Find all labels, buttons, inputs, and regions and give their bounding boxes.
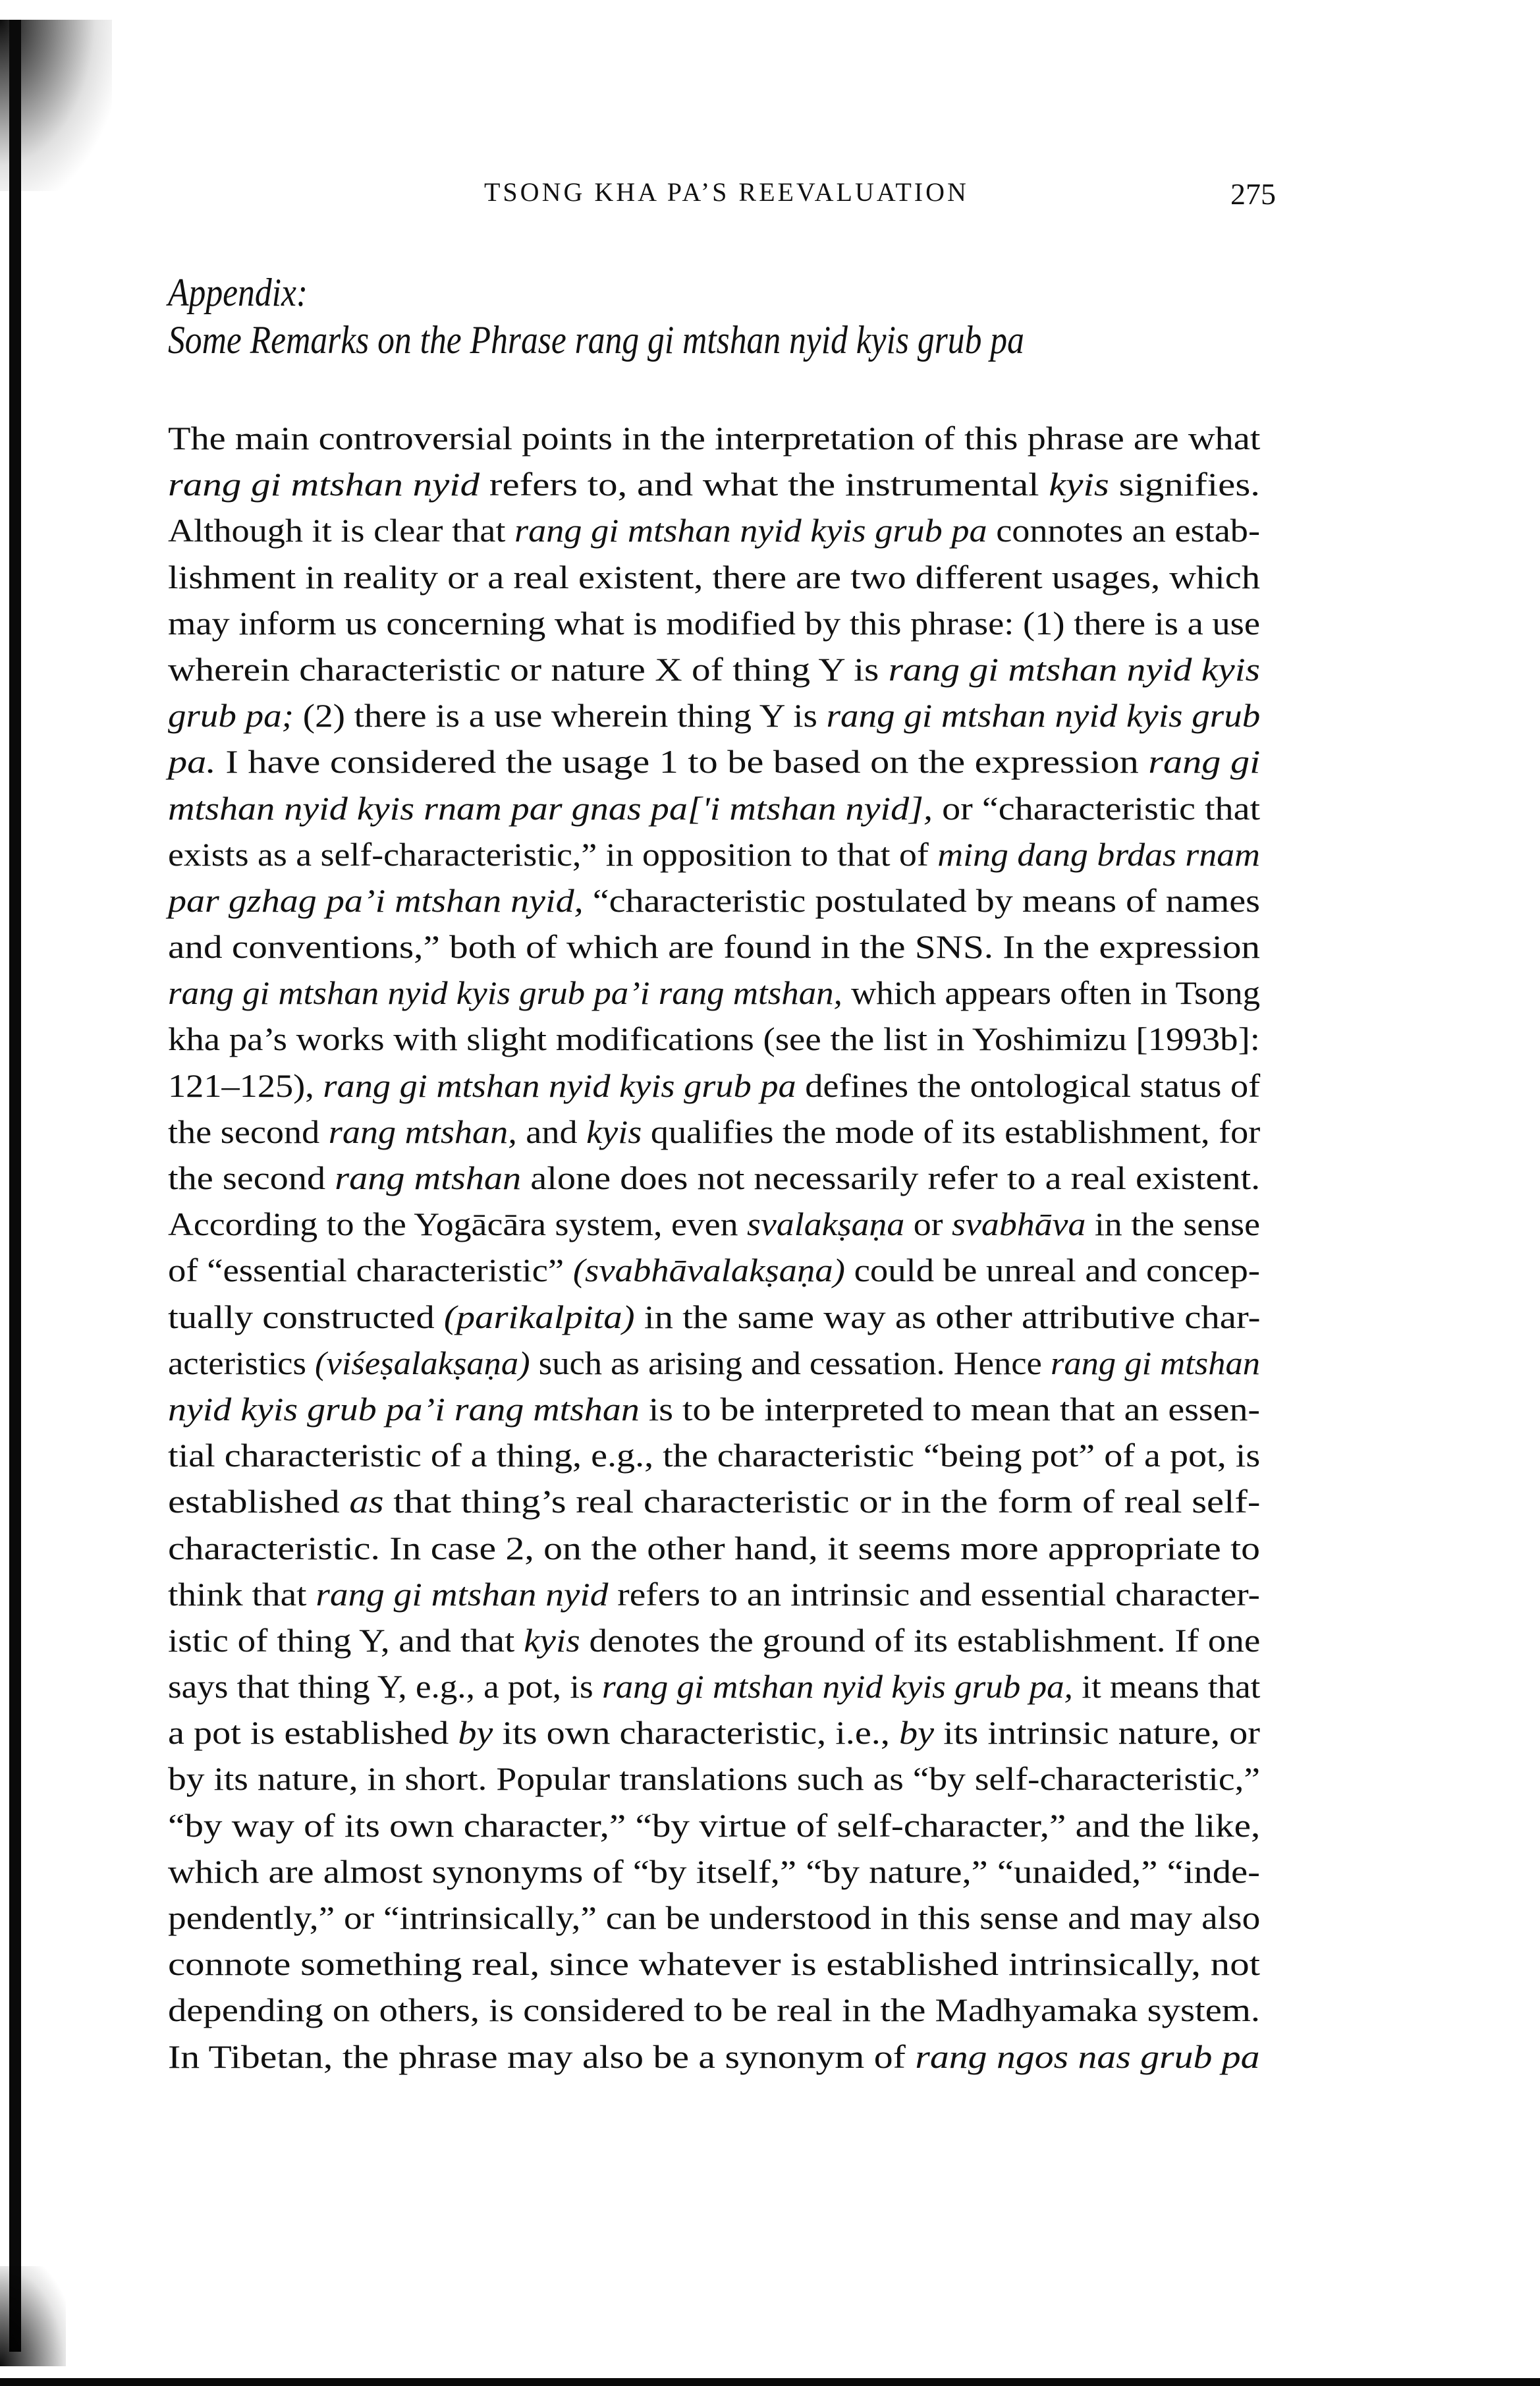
text-line — [168, 600, 1260, 646]
italic-term: rang gi mtshan nyid kyis grub pa — [323, 1067, 796, 1104]
text-line — [168, 1063, 1260, 1109]
text-run: by its nature, in short. Popular translations such as “by self-characteristic,” — [168, 1760, 1260, 1798]
italic-term: rang gi mtshan — [1050, 1344, 1260, 1381]
text-run: its own characteristic, i.e., — [493, 1714, 899, 1752]
italic-term: (svabhāvalakṣaṇa) — [572, 1252, 845, 1289]
text-line — [168, 1848, 1260, 1895]
italic-term: rang gi mtshan nyid kyis grub pa’i rang mtshan, — [168, 974, 842, 1012]
italic-term: (parikalpita) — [443, 1298, 635, 1335]
text-line — [168, 1155, 1260, 1201]
italic-term: rang mtshan, — [328, 1113, 517, 1150]
italic-term: rang gi mtshan nyid kyis grub pa — [514, 512, 987, 549]
italic-term: grub pa; — [168, 697, 294, 735]
text-run: lishment in reality or a real existent, there are two different usages, which — [168, 558, 1260, 596]
text-run: connote something real, since whatever is established intrinsically, not — [168, 1945, 1261, 1983]
text-run: may inform us concerning what is modified by this phrase: (1) there is a use — [168, 604, 1260, 642]
text-run: I have considered the usage 1 to be based on the expression — [215, 743, 1149, 781]
text-line — [168, 415, 1260, 461]
italic-term: rang ngos nas grub pa — [915, 2038, 1260, 2075]
text-line — [168, 877, 1260, 924]
text-line — [168, 692, 1260, 738]
scan-shadow-bottom-left — [0, 2266, 66, 2366]
text-line — [168, 1709, 1260, 1756]
text-run: Although it is clear that — [168, 512, 515, 549]
text-line — [168, 1941, 1260, 1987]
body-paragraph — [168, 415, 1260, 2080]
text-line — [168, 1895, 1260, 1941]
italic-term: svalakṣaṇa — [747, 1206, 905, 1243]
italic-term: ming dang brdas rnam — [937, 835, 1260, 873]
running-title: TSONG KHA PA’S REEVALUATION — [484, 177, 969, 207]
italic-term: par gzhag pa’i mtshan nyid, — [168, 881, 584, 919]
text-run: think that — [168, 1575, 316, 1613]
appendix-heading — [168, 269, 1131, 364]
text-run: “characteristic postulated by means of names — [583, 881, 1260, 919]
text-line — [168, 507, 1260, 553]
text-run: denotes the ground of its establishment. If one — [580, 1621, 1261, 1659]
text-line — [168, 1802, 1260, 1848]
italic-term: rang gi — [1148, 743, 1261, 781]
text-line — [168, 1016, 1260, 1062]
text-run: a pot is established — [168, 1714, 458, 1752]
page-number: 275 — [1230, 177, 1276, 211]
scan-binding-edge — [9, 20, 21, 2352]
text-line — [168, 970, 1260, 1016]
text-run: could be unreal and concep- — [844, 1252, 1260, 1289]
text-run: tually constructed — [168, 1298, 444, 1335]
text-run: of “essential characteristic” — [168, 1252, 573, 1289]
text-run: says that thing Y, e.g., a pot, is — [168, 1668, 602, 1706]
text-run: istic of thing Y, and that — [168, 1621, 524, 1659]
italic-term: rang mtshan — [335, 1159, 522, 1196]
text-run: (2) there is a use wherein thing Y is — [294, 697, 827, 735]
text-line — [168, 785, 1260, 831]
text-run: and conventions,” both of which are found in the SNS. In the expression — [168, 928, 1260, 966]
italic-term: by — [458, 1714, 493, 1752]
text-run: exists as a self-characteristic,” in opposition to that of — [168, 835, 938, 873]
text-run: According to the Yogācāra system, even — [168, 1206, 748, 1243]
text-run: in the sense — [1086, 1206, 1260, 1243]
text-run: tial characteristic of a thing, e.g., the characteristic “being pot” of a pot, is — [168, 1437, 1261, 1474]
text-line — [168, 1478, 1260, 1524]
italic-term: pa. — [168, 743, 216, 781]
text-line — [168, 738, 1260, 785]
text-run: In Tibetan, the phrase may also be a synonym of — [168, 2038, 916, 2075]
scan-bottom-edge — [0, 2378, 1540, 2386]
italic-term: rang gi mtshan nyid — [316, 1575, 609, 1613]
italic-term: mtshan nyid kyis rnam par gnas pa['i mtshan nyid], — [168, 789, 933, 827]
text-run: 121–125), — [168, 1067, 323, 1104]
italic-term: svabhāva — [952, 1206, 1086, 1243]
italic-term: rang gi mtshan nyid — [168, 466, 480, 503]
text-run: and — [516, 1113, 587, 1150]
text-line — [168, 1340, 1260, 1386]
italic-term: by — [898, 1714, 935, 1752]
text-line — [168, 1525, 1260, 1571]
text-line — [168, 1571, 1260, 1617]
text-run: which appears often in Tsong — [842, 974, 1261, 1012]
text-run: qualifies the mode of its establishment, for — [642, 1113, 1261, 1150]
text-run: “by way of its own character,” “by virtue of self-character,” and the like, — [168, 1806, 1261, 1844]
text-line — [168, 461, 1260, 507]
text-run: wherein characteristic or nature X of thing Y is — [168, 650, 889, 688]
text-run: acteristics — [168, 1344, 316, 1381]
text-run: depending on others, is considered to be real in the Madhyamaka system. — [168, 1991, 1260, 2029]
text-run: pendently,” or “intrinsically,” can be understood in this sense and may also — [168, 1899, 1261, 1936]
heading-line-title: Some Remarks on the Phrase rang gi mtshan nyid kyis grub pa — [168, 318, 1024, 362]
text-run: or “characteristic that — [933, 789, 1261, 827]
italic-term: (viśeṣalakṣaṇa) — [315, 1344, 530, 1381]
text-line — [168, 1987, 1260, 2033]
text-line — [168, 1756, 1260, 1802]
text-run: it means that — [1072, 1668, 1261, 1706]
text-line — [168, 831, 1260, 877]
text-line — [168, 1294, 1260, 1340]
text-line — [168, 2034, 1260, 2080]
text-run: alone does not necessarily refer to a real existent. — [521, 1159, 1261, 1196]
text-line — [168, 646, 1260, 692]
text-run: the second — [168, 1113, 329, 1150]
italic-term: kyis — [1049, 466, 1109, 503]
text-run: defines the ontological status of — [796, 1067, 1261, 1104]
text-run: established — [168, 1483, 350, 1520]
text-run: or — [904, 1206, 952, 1243]
italic-term: nyid kyis grub pa’i rang mtshan — [168, 1390, 640, 1428]
text-run: which are almost synonyms of “by itself,” “by nature,” “unaided,” “inde- — [168, 1852, 1260, 1890]
text-line — [168, 1432, 1260, 1478]
text-line — [168, 1201, 1260, 1247]
text-run: in the same way as other attributive char- — [634, 1298, 1261, 1335]
text-run: its intrinsic nature, or — [934, 1714, 1260, 1752]
text-line — [168, 1663, 1260, 1709]
running-header — [0, 177, 1540, 216]
heading-line-appendix: Appendix: — [168, 271, 308, 314]
text-run: signifies. — [1109, 466, 1260, 503]
text-line — [168, 1617, 1260, 1663]
text-run: refers to an intrinsic and essential character- — [608, 1575, 1260, 1613]
text-run: refers to, and what the instrumental — [480, 466, 1049, 503]
text-line — [168, 924, 1260, 970]
text-run: such as arising and cessation. Hence — [530, 1344, 1051, 1381]
text-line — [168, 1386, 1260, 1432]
italic-term: rang gi mtshan nyid kyis — [888, 650, 1260, 688]
italic-term: kyis — [586, 1113, 642, 1150]
italic-term: kyis — [524, 1621, 580, 1659]
italic-term: as — [349, 1483, 384, 1520]
text-run: connotes an estab- — [987, 512, 1261, 549]
text-run: that thing’s real characteristic or in the form of real self- — [383, 1483, 1261, 1520]
text-run: kha pa’s works with slight modifications (see the list in Yoshimizu [1993b]: — [168, 1020, 1260, 1058]
text-line — [168, 554, 1260, 600]
italic-term: rang gi mtshan nyid kyis grub — [826, 697, 1261, 735]
text-line — [168, 1109, 1260, 1155]
text-line — [168, 1247, 1260, 1293]
text-run: The main controversial points in the interpretation of this phrase are what — [168, 420, 1261, 457]
italic-term: rang gi mtshan nyid kyis grub pa, — [601, 1668, 1073, 1706]
text-run: is to be interpreted to mean that an essen- — [639, 1390, 1261, 1428]
text-run: characteristic. In case 2, on the other hand, it seems more appropriate to — [168, 1529, 1260, 1567]
text-run: the second — [168, 1159, 335, 1196]
